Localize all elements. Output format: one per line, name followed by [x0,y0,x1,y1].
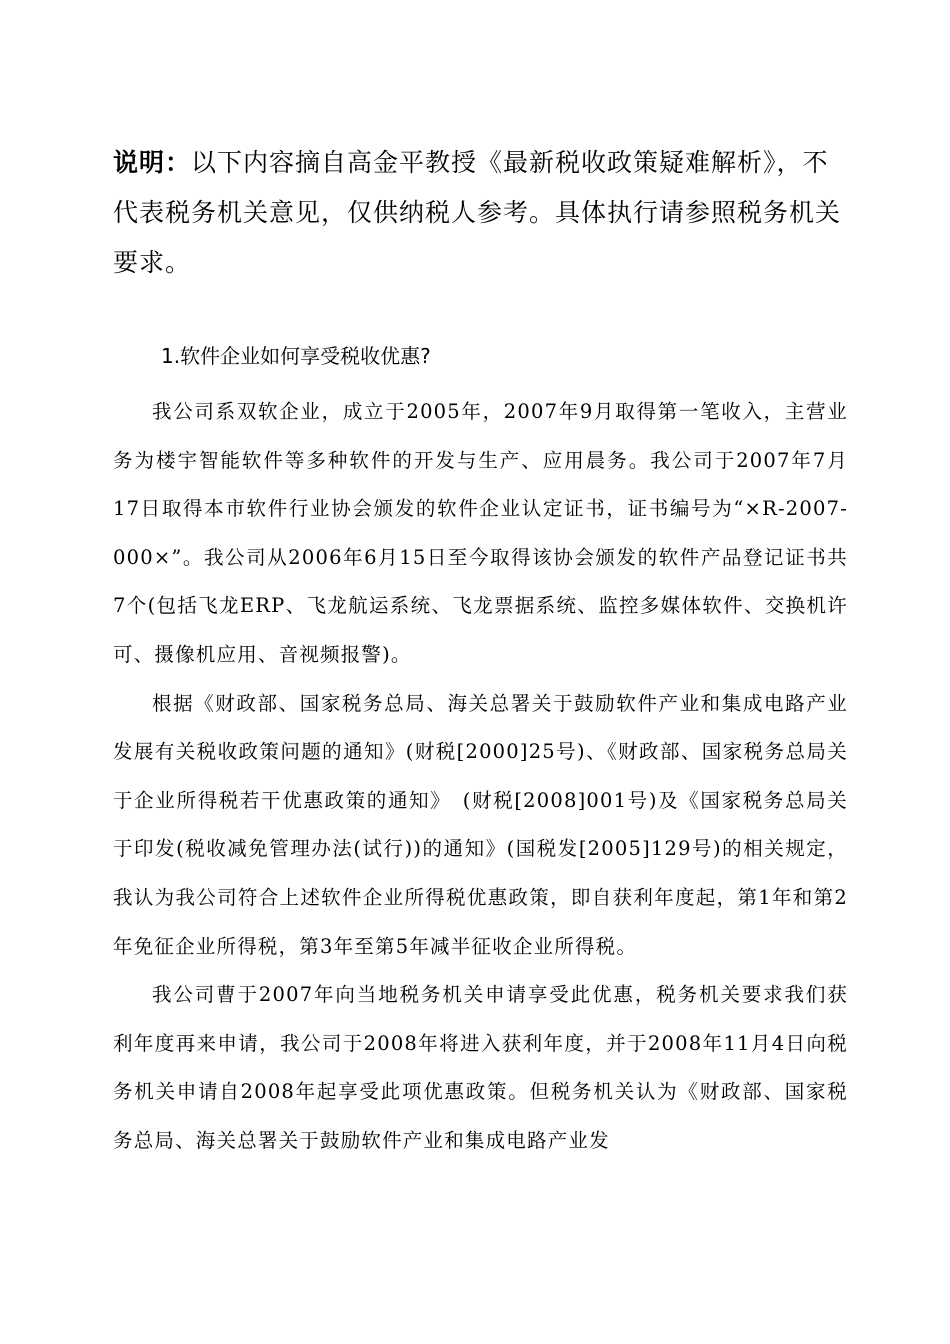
disclaimer-note [113,138,848,288]
question-body [113,388,848,1166]
question-heading: 1.软件企业如何享受税收优惠? [161,344,431,368]
paragraph-policy-basis: 根据《财政部、国家税务总局、海关总署关于鼓励软件产业和集成电路产业发展有关税收政策问题的通知》(财税[2000]25号)、《财政部、国家税务总局关于企业所得税若干优惠政策的通知》 (财税[2008]001号)及《国家税务总局关于印发(税收减免管理办法(试行))的通知》(国税发[2005]129号)的相关规定，我认为我公司符合上述软件企业所得税优惠政策，即自获利年度起，第1年和第2年免征企业所得税，第3年至第5年减半征收企业所得税。 [113,691,848,958]
disclaimer-text: 以下内容摘自高金平教授《最新税收政策疑难解析》，不代表税务机关意见，仅供纳税人参考。具体执行请参照税务机关要求。 [113,148,842,277]
paragraph-company-background: 我公司系双软企业，成立于2005年，2007年9月取得第一笔收入，主营业务为楼宇智能软件等多种软件的开发与生产、应用晨务。我公司于2007年7月17日取得本市软件行业协会颁发的软件企业认定证书，证书编号为“×R-2007-000×”。我公司从2006年6月15日至今取得该协会颁发的软件产品登记证书共7个(包括飞龙ERP、飞龙航运系统、飞龙票据系统、监控多媒体软件、交换机许可、摄像机应用、音视频报警)。 [113,400,848,666]
paragraph-application-history: 我公司曹于2007年向当地税务机关申请享受此优惠，税务机关要求我们获利年度再来申请，我公司于2008年将进入获利年度，并于2008年11月4日向税务机关申请自2008年起享受此项优惠政策。但税务机关认为《财政部、国家税务总局、海关总署关于鼓励软件产业和集成电路产业发 [113,983,848,1152]
disclaimer-label: 说明： [113,148,192,177]
